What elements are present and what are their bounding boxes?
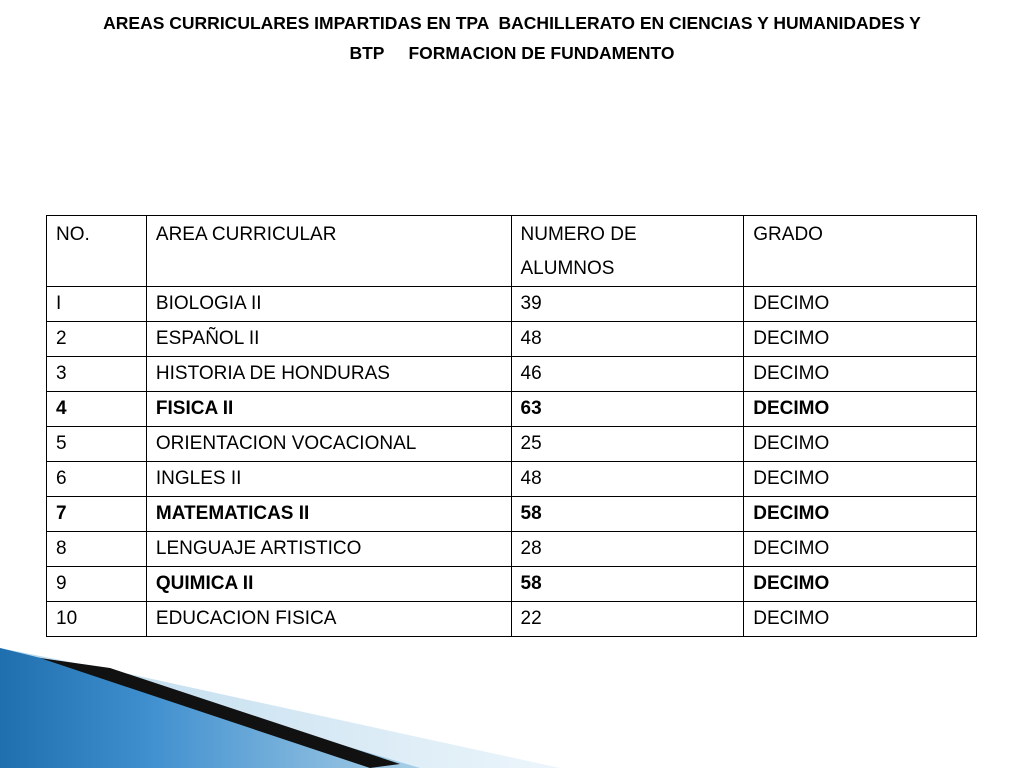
cell-alumnos: 58 bbox=[511, 497, 744, 532]
cell-grado: DECIMO bbox=[744, 322, 977, 357]
table-row bbox=[47, 287, 977, 322]
cell-grado: DECIMO bbox=[744, 357, 977, 392]
cell-alumnos: 25 bbox=[511, 427, 744, 462]
cell-area: LENGUAJE ARTISTICO bbox=[146, 532, 511, 567]
cell-alumnos: 48 bbox=[511, 322, 744, 357]
slide-title bbox=[10, 8, 1014, 68]
cell-alumnos: 39 bbox=[511, 287, 744, 322]
cell-alumnos: 46 bbox=[511, 357, 744, 392]
cell-area: EDUCACION FISICA bbox=[146, 602, 511, 637]
cell-grado: DECIMO bbox=[744, 287, 977, 322]
cell-no: 8 bbox=[47, 532, 147, 567]
cell-no: 6 bbox=[47, 462, 147, 497]
cell-area: INGLES II bbox=[146, 462, 511, 497]
cell-area: ORIENTACION VOCACIONAL bbox=[146, 427, 511, 462]
table-row bbox=[47, 392, 977, 427]
decorative-swoosh bbox=[0, 640, 1024, 768]
cell-no: 10 bbox=[47, 602, 147, 637]
cell-alumnos: 22 bbox=[511, 602, 744, 637]
cell-alumnos: 28 bbox=[511, 532, 744, 567]
header-numero-de-alumnos: NUMERO DE ALUMNOS bbox=[511, 216, 744, 287]
cell-area: FISICA II bbox=[146, 392, 511, 427]
cell-area: BIOLOGIA II bbox=[146, 287, 511, 322]
title-line-2: BTP FORMACION DE FUNDAMENTO bbox=[349, 43, 675, 63]
cell-no: I bbox=[47, 287, 147, 322]
cell-alumnos: 58 bbox=[511, 567, 744, 602]
cell-grado: DECIMO bbox=[744, 392, 977, 427]
cell-area: MATEMATICAS II bbox=[146, 497, 511, 532]
cell-no: 4 bbox=[47, 392, 147, 427]
cell-area: QUIMICA II bbox=[146, 567, 511, 602]
cell-grado: DECIMO bbox=[744, 427, 977, 462]
cell-grado: DECIMO bbox=[744, 462, 977, 497]
cell-alumnos: 63 bbox=[511, 392, 744, 427]
table-row bbox=[47, 532, 977, 567]
table-row bbox=[47, 497, 977, 532]
header-area-curricular: AREA CURRICULAR bbox=[146, 216, 511, 287]
cell-no: 9 bbox=[47, 567, 147, 602]
table-row bbox=[47, 462, 977, 497]
curricular-areas-table bbox=[46, 215, 977, 637]
table-row bbox=[47, 602, 977, 637]
cell-no: 5 bbox=[47, 427, 147, 462]
table-row bbox=[47, 357, 977, 392]
cell-grado: DECIMO bbox=[744, 567, 977, 602]
table-row bbox=[47, 322, 977, 357]
table-row bbox=[47, 427, 977, 462]
table-header-row bbox=[47, 216, 977, 287]
cell-grado: DECIMO bbox=[744, 602, 977, 637]
cell-area: HISTORIA DE HONDURAS bbox=[146, 357, 511, 392]
cell-area: ESPAÑOL II bbox=[146, 322, 511, 357]
cell-grado: DECIMO bbox=[744, 497, 977, 532]
header-no: NO. bbox=[47, 216, 147, 287]
header-grado: GRADO bbox=[744, 216, 977, 287]
cell-no: 7 bbox=[47, 497, 147, 532]
cell-no: 3 bbox=[47, 357, 147, 392]
table-row bbox=[47, 567, 977, 602]
cell-no: 2 bbox=[47, 322, 147, 357]
cell-grado: DECIMO bbox=[744, 532, 977, 567]
title-line-1: AREAS CURRICULARES IMPARTIDAS EN TPA BACHILLERATO EN CIENCIAS Y HUMANIDADES Y bbox=[103, 13, 921, 33]
cell-alumnos: 48 bbox=[511, 462, 744, 497]
